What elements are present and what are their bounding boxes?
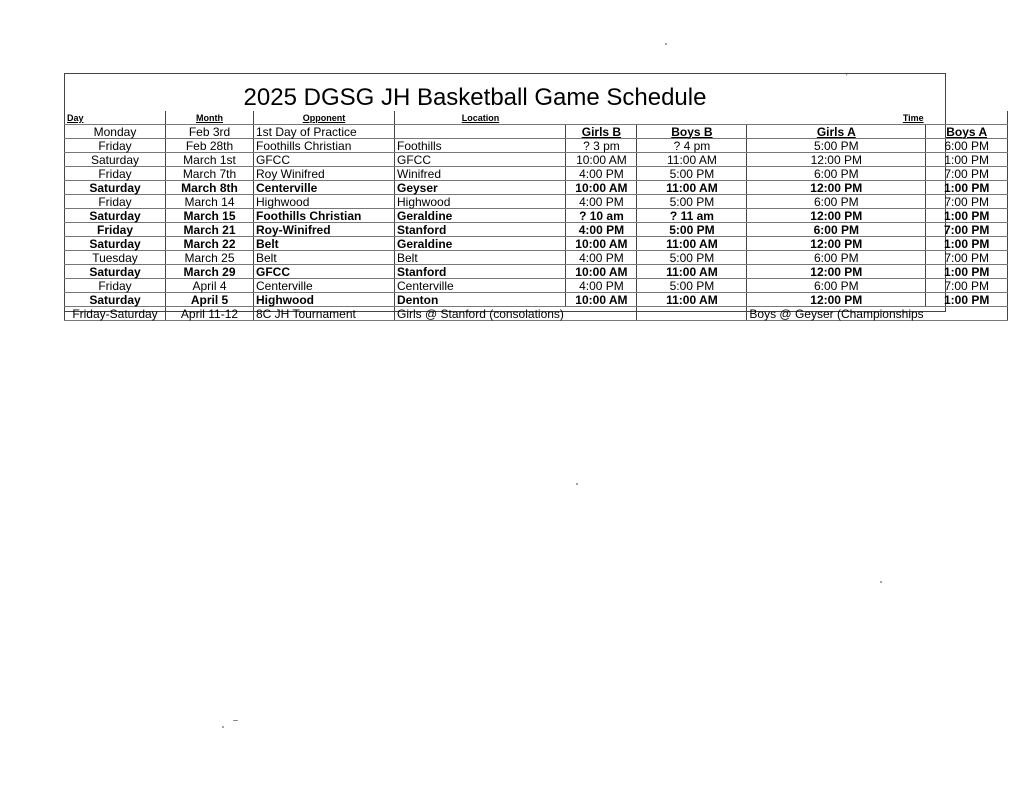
scan-speck	[222, 726, 224, 728]
cell-boys-b: 11:00 AM	[637, 237, 747, 251]
table-row	[65, 167, 1008, 181]
cell-opponent: GFCC	[254, 153, 395, 167]
cell-girls-b: ? 3 pm	[566, 139, 637, 153]
subheader-girls-b: Girls B	[566, 125, 637, 139]
cell-boys-b: 5:00 PM	[637, 279, 747, 293]
table-row	[65, 223, 1008, 237]
cell-month: March 1st	[166, 153, 254, 167]
cell-day: Saturday	[65, 209, 166, 223]
cell-girls-a: 6:00 PM	[747, 167, 926, 181]
cell-opponent: Roy-Winifred	[254, 223, 395, 237]
cell-girls-b: 10:00 AM	[566, 293, 637, 307]
cell-girls-a: 12:00 PM	[747, 209, 926, 223]
cell-month: April 11-12	[166, 307, 254, 321]
header-time: Time	[747, 111, 926, 125]
cell-boys-b: 11:00 AM	[637, 153, 747, 167]
cell-month: March 15	[166, 209, 254, 223]
table-row	[65, 139, 1008, 153]
cell-opponent: Highwood	[254, 293, 395, 307]
table-row	[65, 279, 1008, 293]
cell-location: Geyser	[395, 181, 566, 195]
cell-girls-a: 6:00 PM	[747, 279, 926, 293]
cell-girls-b: 4:00 PM	[566, 279, 637, 293]
cell-girls-a: 6:00 PM	[747, 195, 926, 209]
cell-girls-b: 10:00 AM	[566, 181, 637, 195]
cell-girls-b: 4:00 PM	[566, 195, 637, 209]
cell-location: Centerville	[395, 279, 566, 293]
cell-empty	[926, 307, 1008, 321]
cell-empty	[637, 307, 747, 321]
cell-boys-a: 7:00 PM	[926, 279, 1008, 293]
header-spacer	[926, 111, 1008, 125]
scan-speck	[233, 720, 238, 721]
cell-empty	[566, 307, 637, 321]
cell-boys-note: Boys @ Geyser (Championships	[747, 307, 926, 321]
cell-boys-a: 1:00 PM	[926, 265, 1008, 279]
cell-boys-b: 5:00 PM	[637, 223, 747, 237]
cell-day: Saturday	[65, 293, 166, 307]
table-row	[65, 265, 1008, 279]
cell-day: Saturday	[65, 265, 166, 279]
cell-girls-b: 10:00 AM	[566, 265, 637, 279]
cell-boys-a: 1:00 PM	[926, 181, 1008, 195]
cell-boys-a: 7:00 PM	[926, 223, 1008, 237]
cell-location: Winifred	[395, 167, 566, 181]
cell-day: Friday	[65, 195, 166, 209]
cell-girls-b: 4:00 PM	[566, 251, 637, 265]
cell-girls-a: 12:00 PM	[747, 181, 926, 195]
cell-girls-b: 4:00 PM	[566, 167, 637, 181]
scan-speck	[665, 43, 667, 45]
subheader-boys-a: Boys A	[926, 125, 1008, 139]
header-month: Month	[166, 111, 254, 125]
subheader-boys-b: Boys B	[637, 125, 747, 139]
cell-opponent: 1st Day of Practice	[254, 125, 395, 139]
cell-location: Denton	[395, 293, 566, 307]
subheader-girls-a: Girls A	[747, 125, 926, 139]
cell-boys-b: 5:00 PM	[637, 167, 747, 181]
cell-girls-b: ? 10 am	[566, 209, 637, 223]
cell-boys-a: 1:00 PM	[926, 209, 1008, 223]
header-day: Day	[65, 111, 166, 125]
cell-girls-a: 5:00 PM	[747, 139, 926, 153]
cell-day: Saturday	[65, 237, 166, 251]
cell-boys-a: 6:00 PM	[926, 139, 1008, 153]
cell-day: Friday-Saturday	[65, 307, 166, 321]
cell-girls-a: 6:00 PM	[747, 223, 926, 237]
cell-month: April 4	[166, 279, 254, 293]
cell-day: Friday	[65, 223, 166, 237]
cell-location: Stanford	[395, 223, 566, 237]
cell-girls-a: 6:00 PM	[747, 251, 926, 265]
table-row	[65, 125, 1008, 139]
cell-boys-b: ? 11 am	[637, 209, 747, 223]
cell-boys-b: 11:00 AM	[637, 181, 747, 195]
cell-day: Friday	[65, 139, 166, 153]
cell-month: March 25	[166, 251, 254, 265]
table-row	[65, 195, 1008, 209]
cell-girls-a: 12:00 PM	[747, 237, 926, 251]
cell-month: March 14	[166, 195, 254, 209]
cell-day: Friday	[65, 279, 166, 293]
scan-speck	[880, 581, 882, 583]
cell-location: Highwood	[395, 195, 566, 209]
header-spacer	[566, 111, 637, 125]
cell-boys-a: 7:00 PM	[926, 167, 1008, 181]
cell-day: Tuesday	[65, 251, 166, 265]
scan-speck	[576, 483, 578, 485]
cell-location	[395, 125, 566, 139]
cell-opponent: Foothills Christian	[254, 209, 395, 223]
page-title: 2025 DGSG JH Basketball Game Schedule	[243, 84, 707, 111]
cell-boys-a: 1:00 PM	[926, 153, 1008, 167]
cell-location: Geraldine	[395, 209, 566, 223]
cell-girls-a: 12:00 PM	[747, 153, 926, 167]
cell-location: Geraldine	[395, 237, 566, 251]
cell-boys-a: 7:00 PM	[926, 195, 1008, 209]
schedule-rows	[65, 125, 1008, 307]
table-row	[65, 293, 1008, 307]
cell-boys-a: 1:00 PM	[926, 237, 1008, 251]
cell-opponent: Foothills Christian	[254, 139, 395, 153]
table-row	[65, 181, 1008, 195]
cell-month: March 8th	[166, 181, 254, 195]
cell-opponent: Centerville	[254, 279, 395, 293]
table-row	[65, 153, 1008, 167]
cell-opponent: GFCC	[254, 265, 395, 279]
cell-day: Saturday	[65, 153, 166, 167]
cell-day: Friday	[65, 167, 166, 181]
header-location: Location	[395, 111, 566, 125]
cell-month: Feb 3rd	[166, 125, 254, 139]
cell-boys-b: 11:00 AM	[637, 293, 747, 307]
scan-mark: ˊ	[845, 73, 848, 83]
cell-boys-b: 5:00 PM	[637, 195, 747, 209]
cell-girls-b: 10:00 AM	[566, 153, 637, 167]
cell-boys-b: 5:00 PM	[637, 251, 747, 265]
cell-girls-b: 10:00 AM	[566, 237, 637, 251]
cell-opponent: Roy Winifred	[254, 167, 395, 181]
cell-location: Belt	[395, 251, 566, 265]
schedule-table	[64, 111, 1008, 321]
table-row	[65, 209, 1008, 223]
cell-month: March 22	[166, 237, 254, 251]
cell-month: April 5	[166, 293, 254, 307]
cell-opponent: Belt	[254, 237, 395, 251]
cell-girls-note: Girls @ Stanford (consolations)	[395, 307, 566, 321]
cell-boys-a: 1:00 PM	[926, 293, 1008, 307]
table-row	[65, 251, 1008, 265]
cell-opponent: Centerville	[254, 181, 395, 195]
header-spacer	[637, 111, 747, 125]
cell-month: March 21	[166, 223, 254, 237]
cell-girls-a: 12:00 PM	[747, 293, 926, 307]
cell-month: Feb 28th	[166, 139, 254, 153]
cell-girls-a: 12:00 PM	[747, 265, 926, 279]
cell-boys-b: 11:00 AM	[637, 265, 747, 279]
cell-opponent: Highwood	[254, 195, 395, 209]
cell-month: March 29	[166, 265, 254, 279]
cell-opponent: 8C JH Tournament	[254, 307, 395, 321]
cell-location: GFCC	[395, 153, 566, 167]
tournament-row	[65, 307, 1008, 321]
table-row	[65, 237, 1008, 251]
cell-day: Saturday	[65, 181, 166, 195]
cell-location: Foothills	[395, 139, 566, 153]
header-row	[65, 111, 1008, 125]
header-opponent: Opponent	[254, 111, 395, 125]
cell-opponent: Belt	[254, 251, 395, 265]
cell-boys-b: ? 4 pm	[637, 139, 747, 153]
cell-location: Stanford	[395, 265, 566, 279]
cell-month: March 7th	[166, 167, 254, 181]
cell-day: Monday	[65, 125, 166, 139]
cell-boys-a: 7:00 PM	[926, 251, 1008, 265]
cell-girls-b: 4:00 PM	[566, 223, 637, 237]
